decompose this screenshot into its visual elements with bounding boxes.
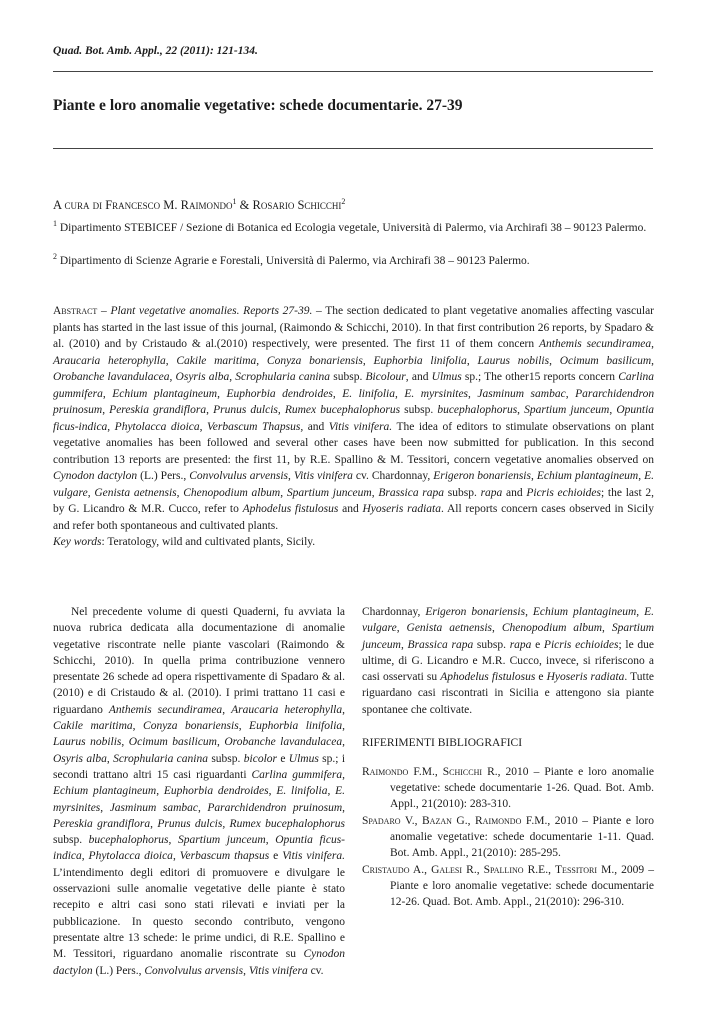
italic-run: Orobanche lavandulacea: [53, 371, 170, 383]
italic-run: Convolvulus arvensis: [189, 470, 289, 482]
text-run: ,: [81, 850, 89, 863]
text-run: ,: [176, 486, 184, 499]
italic-run: Euphorbia dendroides: [163, 785, 269, 798]
body-column-right: [362, 604, 654, 718]
italic-run: E. myrsinites: [404, 387, 469, 400]
reference-item: [362, 862, 654, 910]
text-run: ,: [342, 736, 345, 749]
italic-run: Pararchidendron pruinosum: [207, 801, 343, 814]
text-run: ,: [636, 606, 645, 618]
italic-run: Hyoseris radiata: [546, 671, 625, 684]
text-run: and: [303, 420, 329, 433]
italic-run: Prunus dulcis, Rumex bucephalophorus: [213, 404, 401, 416]
italic-run: Laurus nobilis: [477, 354, 550, 367]
text-run: e: [535, 671, 547, 684]
italic-run: Carlina gummifera: [251, 768, 343, 781]
text-run: . Tutte riguardano casi riscontrati in Sicilia e attengono sia piante spontanee che coltivate.: [362, 671, 655, 716]
text-run: (L.) Pers.,: [92, 964, 145, 977]
text-run: cv.: [307, 964, 324, 977]
text-run: ,: [172, 850, 180, 863]
author-1-affil-mark: 1: [232, 197, 237, 206]
text-run: ; le due ultime, di G. Licandro e M.R. Cucco, invece, si riferiscono a casi osservati su: [362, 638, 654, 684]
text-run: subsp.: [473, 638, 510, 651]
small-caps-run: Raimondo: [362, 766, 409, 778]
reference-item: [362, 764, 654, 812]
text-run: subsp.: [444, 486, 481, 499]
text-run: ,: [102, 387, 113, 400]
italic-run: Anthemis secundiramea: [108, 703, 223, 716]
text-run: ,: [371, 486, 379, 499]
affiliation-2: [53, 249, 671, 269]
text-run: ,: [651, 338, 654, 350]
keywords: [53, 536, 315, 548]
italic-run: Araucaria heterophylla: [231, 703, 343, 716]
text-run: R.,: [462, 864, 484, 876]
text-run: ,: [530, 470, 537, 482]
text-run: sp.; The other15 reports concern: [461, 371, 619, 383]
text-run: –: [97, 305, 111, 317]
italic-run: Jasminum sambac: [477, 387, 566, 400]
text-run: V.,: [400, 815, 422, 827]
text-run: , and: [405, 371, 432, 383]
italic-run: bicolor: [243, 752, 277, 765]
text-run: ,: [238, 720, 250, 733]
affiliation-text: Dipartimento di Scienze Agrarie e Forestali, Università di Palermo, via Archirafi 38 – 90123 Palermo.: [59, 254, 530, 267]
text-run: ,: [107, 420, 115, 433]
text-run: ,: [102, 404, 110, 416]
text-run: ,: [268, 785, 277, 798]
author-2-affil-mark: 2: [341, 197, 346, 206]
italic-run: E. linifolia: [342, 387, 395, 400]
references-list: [362, 764, 654, 911]
italic-run: rapa: [509, 638, 532, 651]
italic-run: Prunus dulcis, Rumex bucephalophorus: [157, 817, 345, 830]
italic-run: Brassica rapa: [407, 638, 474, 651]
small-caps-run: Abstract: [53, 305, 98, 317]
italic-run: Vitis vinifera: [248, 964, 308, 977]
text-run: subsp.: [207, 752, 244, 765]
italic-run: Bicolour: [365, 371, 406, 383]
italic-run: Spartium junceum: [286, 486, 372, 499]
italic-run: rapa: [480, 486, 503, 499]
italic-run: Jasminum sambac: [109, 801, 198, 814]
author-prefix: A cura di: [53, 198, 103, 213]
italic-run: Euphorbia dendroides: [226, 387, 333, 400]
text-run: ,: [206, 404, 214, 416]
italic-run: Scrophularia canina: [113, 752, 208, 765]
text-run: subsp.: [400, 404, 438, 416]
italic-run: Phytolacca dioica: [114, 420, 200, 433]
journal-citation: Quad. Bot. Amb. Appl., 22 (2011): 121-134.: [53, 45, 258, 57]
italic-run: Echium plantagineum: [536, 470, 639, 482]
italic-run: Conyza bonariensis: [143, 720, 239, 733]
italic-run: Key words: [53, 536, 102, 548]
italic-run: Chenopodium album: [183, 486, 281, 499]
italic-run: Spartium junceum: [524, 404, 610, 416]
italic-run: E. linifolia: [276, 785, 328, 798]
italic-run: Osyris alba: [53, 752, 107, 765]
italic-run: Vitis vinifera: [293, 470, 353, 482]
author-2: Rosario Schicchi: [252, 198, 342, 213]
italic-run: Vitis vinifera.: [282, 850, 345, 863]
italic-run: Conyza bonariensis: [266, 354, 363, 367]
text-run: ,: [602, 622, 612, 635]
text-run: ,: [87, 486, 95, 499]
italic-run: Ocimum basilicum: [559, 354, 652, 367]
small-caps-run: Spadaro: [362, 815, 401, 827]
italic-run: Araucaria heterophylla: [53, 354, 166, 367]
italic-run: Pereskia grandiflora: [53, 817, 151, 830]
text-run: F.M.,: [408, 766, 443, 778]
text-run: ,: [362, 354, 374, 367]
text-run: : Teratology, wild and cultivated plants, Sicily.: [101, 536, 316, 548]
text-run: – The section dedicated to plant vegetative anomalies affecting vascular plants has started in the last issue of this journal, (Raimondo & Schicchi, 2010). In that first contribution 26 reports, by Spadaro & al. (2010) and by Cristaudo & al.(2010) respectively, were presented. The first 11 of them concern: [53, 305, 655, 350]
italic-run: Convolvulus arvensis: [144, 964, 244, 977]
text-run: ,: [222, 703, 232, 716]
text-run: M., 2009 – Piante e loro anomalie vegetative: schede documentarie 12-26. Quad. Bot. Amb. Appl., 21(2010): 296-310.: [390, 864, 655, 908]
small-caps-run: Bazan: [422, 815, 452, 827]
text-run: ,: [468, 387, 478, 400]
italic-run: Vitis vinifera.: [328, 420, 393, 433]
text-run: ,: [288, 470, 294, 482]
italic-run: bucephalophorus: [88, 834, 169, 847]
text-run: ,: [168, 834, 178, 847]
italic-run: Ulmus: [288, 752, 319, 765]
text-run: ,: [332, 387, 343, 400]
abstract: [53, 303, 654, 534]
text-run: ,: [197, 801, 208, 814]
text-run: ,: [525, 606, 533, 618]
text-run: e: [269, 850, 283, 863]
italic-run: Echium plantagineum: [532, 606, 637, 618]
text-run: ,: [565, 387, 576, 400]
text-run: cv. Chardonnay,: [352, 470, 434, 482]
italic-run: Phytolacca dioica: [88, 850, 173, 863]
italic-run: Opuntia ficus-indica: [53, 404, 655, 433]
italic-run: Anthemis secundiramea: [538, 338, 652, 350]
italic-run: Spartium junceum: [178, 834, 266, 847]
italic-run: Ulmus: [431, 371, 462, 383]
italic-run: Laurus nobilis: [53, 736, 122, 749]
text-run: ,: [549, 354, 560, 367]
text-run: ,: [342, 703, 345, 716]
text-run: . All reports concern cases observed in Sicily and refer both spontaneous and cultivated plants.: [53, 503, 654, 532]
text-run: ,: [150, 817, 158, 830]
text-run: ,: [342, 801, 345, 814]
text-run: L’intendimento degli editori di promuovere e divulgare le osservazioni sulle anomalie vegetative delle piante è stato recepito e altri casi sono stati rilevati e inviati per la pubblicazione. In questo secondo contributo, vengono presentate altre 13 schede: le prime undici, di R.E. Spallino e M. Tessitori, riguardano anomalie riscontrate su: [53, 866, 345, 961]
italic-run: Chenopodium album: [501, 622, 603, 635]
italic-run: Echium plantagineum: [53, 785, 157, 798]
text-run: A.,: [409, 864, 432, 876]
text-run: subsp.: [330, 371, 366, 383]
text-run: ,: [199, 420, 208, 433]
text-run: ,: [121, 736, 129, 749]
italic-run: Verbascum Thapsus,: [207, 420, 304, 433]
text-run: ,: [396, 622, 407, 635]
italic-run: Carlina gummifera: [53, 371, 655, 400]
italic-run: Osyris alba: [175, 371, 230, 383]
affiliation-1: [53, 216, 671, 236]
text-run: e: [531, 638, 544, 651]
text-run: ,: [609, 404, 617, 416]
text-run: The idea of editors to stimulate observations on plant vegetative anomalies has been followed and several other cases have been now submitted for publication. In this second contribution 13 reports are presented: the first 11, by R.E. Spallino & M. Tessitori, concern vegetative anomalies observed on: [53, 420, 655, 466]
text-run: ,: [265, 834, 276, 847]
italic-run: E. vulgare: [53, 470, 655, 499]
text-run: ,: [100, 801, 110, 814]
italic-run: Brassica rapa: [378, 486, 445, 499]
text-run: ,: [400, 638, 408, 651]
text-run: ,: [342, 768, 345, 781]
text-run: ,: [651, 354, 655, 367]
italic-run: Cakile maritima: [176, 354, 257, 367]
body-column-left: [53, 604, 345, 979]
text-run: ,: [342, 720, 346, 733]
italic-run: Pereskia grandiflora: [109, 404, 207, 416]
text-run: G.,: [451, 815, 476, 827]
author-ampersand: &: [239, 198, 250, 213]
text-run: ,: [156, 785, 164, 798]
italic-run: Aphodelus fistulosus: [440, 671, 536, 684]
text-run: ; the last 2, by G. Licandro & M.R. Cucco, refer to: [53, 486, 655, 515]
text-run: ,: [229, 371, 236, 383]
italic-run: E. myrsinites: [53, 785, 346, 814]
text-run: ,: [256, 354, 267, 367]
author-line: [53, 197, 345, 213]
references-heading: RIFERIMENTI BIBLIOGRAFICI: [362, 737, 523, 749]
title-rule: [53, 148, 653, 149]
text-run: ,: [165, 354, 177, 367]
italic-run: Pararchidendron pruinosum: [53, 387, 655, 416]
text-run: ,: [216, 736, 225, 749]
text-run: subsp.: [53, 834, 89, 847]
italic-run: Genista aetnensis: [94, 486, 177, 499]
text-run: ,: [517, 404, 525, 416]
text-run: Chardonnay,: [362, 606, 426, 618]
text-run: ,: [395, 387, 405, 400]
italic-run: Cynodon dactylon: [53, 948, 345, 977]
italic-run: Echium plantagineum: [112, 387, 218, 400]
text-run: ,: [243, 964, 249, 977]
italic-run: Genista aetnensis: [406, 622, 493, 635]
text-run: F.M., 2010 – Piante e loro anomalie vegetative: schede documentarie 1-11. Quad. Bot. Amb. Appl., 21(2010): 285-295.: [390, 815, 654, 859]
italic-run: Verbascum thapsus: [179, 850, 270, 863]
small-caps-run: Galesi: [431, 864, 463, 876]
italic-run: Euphorbia linifolia: [373, 354, 467, 367]
italic-run: Hyoseris radiata: [362, 503, 441, 515]
text-run: ,: [169, 371, 176, 383]
text-run: ,: [106, 752, 114, 765]
reference-item: [362, 813, 654, 861]
article-title: Piante e loro anomalie vegetative: schede documentarie. 27-39: [53, 97, 463, 114]
affiliation-number: 1: [53, 219, 57, 228]
italic-run: Cakile maritima: [53, 720, 133, 733]
italic-run: Picris echioides: [543, 638, 619, 651]
text-run: sp.; i secondi trattano altri 15 casi riguardanti: [53, 752, 346, 781]
italic-run: Erigeron bonariensis: [425, 606, 526, 618]
text-run: ,: [132, 720, 144, 733]
text-run: ,: [327, 785, 336, 798]
italic-run: Plant vegetative anomalies. Reports 27-39.: [110, 305, 313, 317]
text-run: Nel precedente volume di questi Quaderni, fu avviata la nuova rubrica dedicata alla documentazione di anomalie vegetative riscontrate nelle piante vascolari (Raimondo & Schicchi, 2010). In quella prima contribuzione vennero presentate 26 schede ad opera rispettivamente di Spadaro & al. (2010) e di Cristaudo & al. (2010). I primi trattano 11 casi e riguardano: [53, 606, 345, 716]
small-caps-run: Schicchi: [442, 766, 483, 778]
text-run: and: [338, 503, 363, 515]
italic-run: bucephalophorus: [437, 404, 518, 416]
italic-run: Aphodelus fistulosus: [242, 503, 339, 515]
italic-run: Euphorbia linifolia: [249, 720, 343, 733]
text-run: R., 2010 – Piante e loro anomalie vegetative: schede documentarie 1-26. Quad. Bot. Amb. Appl., 21(2010): 283-310.: [390, 766, 654, 810]
small-caps-run: Tessitori: [555, 864, 598, 876]
small-caps-run: Raimondo: [475, 815, 522, 827]
italic-run: Opuntia ficus-indica: [53, 834, 346, 863]
text-run: e: [277, 752, 289, 765]
text-run: ,: [466, 354, 478, 367]
affiliation-number: 2: [53, 252, 57, 261]
italic-run: Orobanche lavandulacea: [224, 736, 343, 749]
text-run: ,: [638, 470, 645, 482]
italic-run: Ocimum basilicum: [128, 736, 217, 749]
small-caps-run: Spallino: [483, 864, 524, 876]
italic-run: Scrophularia canina: [235, 371, 331, 383]
italic-run: Picris echioides: [526, 486, 601, 499]
author-1: Francesco M. Raimondo: [105, 198, 233, 213]
header-rule: [53, 71, 653, 72]
italic-run: Cynodon dactylon: [53, 470, 138, 482]
small-caps-run: Cristaudo: [362, 864, 410, 876]
italic-run: Spartium junceum: [362, 622, 655, 651]
text-run: (L.) Pers.,: [137, 470, 190, 482]
affiliation-text: Dipartimento STEBICEF / Sezione di Botanica ed Ecologia vegetale, Università di Palermo, via Archirafi 38 – 90123 Palermo.: [59, 221, 647, 234]
text-run: ,: [217, 387, 227, 400]
italic-run: Erigeron bonariensis: [433, 470, 531, 482]
text-run: and: [502, 486, 527, 499]
text-run: ,: [492, 622, 502, 635]
text-run: R.E.,: [523, 864, 556, 876]
text-run: ,: [280, 486, 287, 499]
italic-run: E. vulgare: [362, 606, 654, 635]
